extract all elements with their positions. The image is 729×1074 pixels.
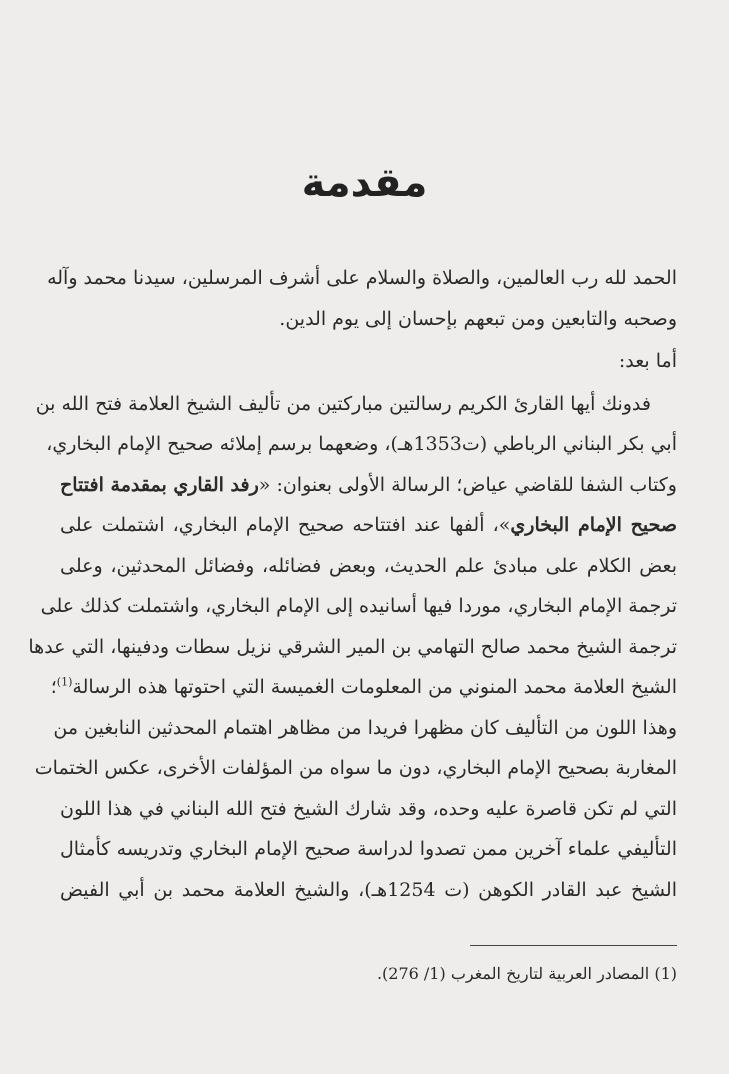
text-line: ترجمة الشيخ محمد صالح التهامي بن المير الشرقي نزيل سطات ودفينها، التي عدها bbox=[28, 635, 677, 658]
text-line: ترجمة الإمام البخاري، موردا فيها أسانيده إلى الإمام البخاري، واشتملت كذلك على bbox=[40, 595, 677, 617]
book-title-bold: صحيح الإمام البخاري bbox=[510, 514, 678, 536]
text-line: التأليفي علماء آخرين ممن تصدوا لدراسة صحيح الإمام البخاري وتدريسه كأمثال bbox=[60, 838, 677, 860]
page-title: مقدمة bbox=[301, 160, 428, 206]
text-line: بعض الكلام على مبادئ علم الحديث، وبعض فضائله، وفضائل المحدثين، وعلى bbox=[60, 554, 677, 577]
text-line: فدونك أيها القارئ الكريم رسالتين مباركتين من تأليف الشيخ العلامة فتح الله بن bbox=[35, 392, 651, 415]
text-line bbox=[60, 505, 677, 546]
body-text bbox=[28, 258, 678, 910]
footnote: (1) المصادر العربية لتاريخ المغرب (1/ 276). bbox=[376, 964, 677, 983]
text-line: التي لم تكن قاصرة عليه وحده، وقد شارك الشيخ فتح الله البناني في هذا اللون bbox=[60, 797, 677, 820]
text-line bbox=[50, 667, 677, 708]
text-line: وصحبه والتابعين ومن تبعهم بإحسان إلى يوم الدين. bbox=[279, 307, 677, 330]
text-line: وهذا اللون من التأليف كان مظهرا فريدا من مظاهر اهتمام المحدثين النابغين من bbox=[53, 716, 677, 739]
text-line: الحمد لله رب العالمين، والصلاة والسلام على أشرف المرسلين، سيدنا محمد وآله bbox=[47, 267, 677, 289]
footnote-divider bbox=[470, 945, 677, 946]
book-title-bold: رفد القاري بمقدمة افتتاح bbox=[60, 473, 259, 496]
text-fragment: الشيخ العلامة محمد المنوني من المعلومات الغميسة التي احتوتها هذه الرسالة bbox=[72, 676, 677, 698]
text-line: الشيخ عبد القادر الكوهن (ت 1254هـ)، والشيخ العلامة محمد بن أبي الفيض bbox=[60, 878, 677, 901]
text-fragment: ؛ bbox=[50, 676, 57, 698]
text-fragment: وكتاب الشفا للقاضي عياض؛ الرسالة الأولى بعنوان: « bbox=[258, 473, 677, 496]
text-line: أما بعد: bbox=[618, 350, 677, 372]
text-fragment: »، ألفها عند افتتاحه صحيح الإمام البخاري، اشتملت على bbox=[60, 514, 511, 536]
text-line: المغاربة بصحيح الإمام البخاري، دون ما سواه من المؤلفات الأخرى، عكس الختمات bbox=[34, 757, 677, 779]
footnote-marker[interactable]: (1) bbox=[56, 675, 73, 689]
text-line bbox=[60, 465, 677, 506]
text-line: أبي بكر البناني الرباطي (ت1353هـ)، وضعهما برسم إملائه صحيح الإمام البخاري، bbox=[46, 433, 677, 455]
